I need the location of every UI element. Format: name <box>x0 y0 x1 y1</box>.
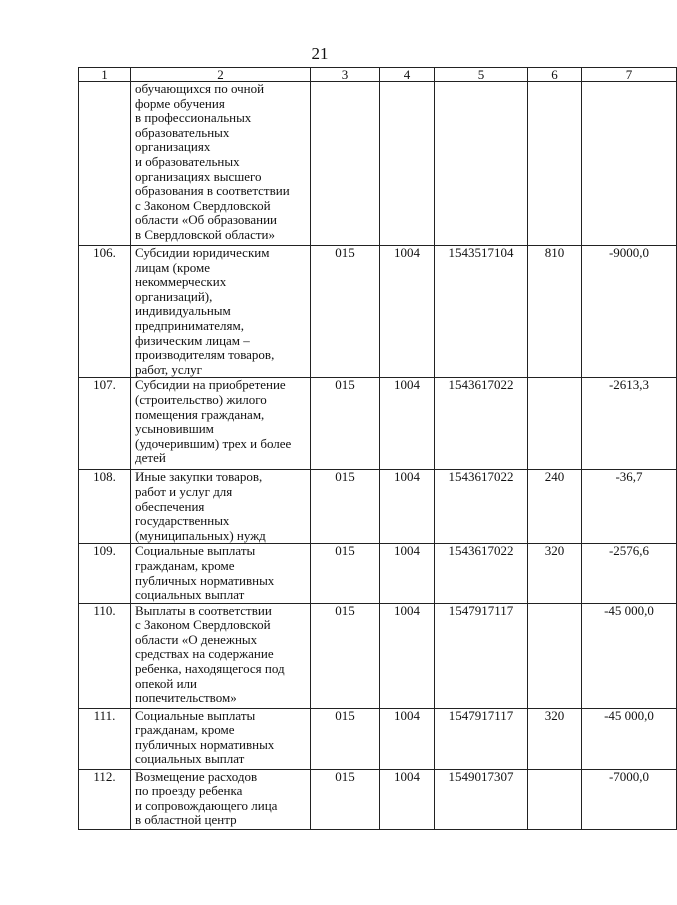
target-article-cell: 1543617022 <box>435 544 528 603</box>
row-name-line: Иные закупки товаров, <box>135 469 263 485</box>
row-name-line: усыновившим <box>135 421 214 437</box>
row-name-line: образовательных <box>135 124 230 140</box>
row-name-line: производителям товаров, <box>135 347 275 363</box>
row-name-line: попечительством» <box>135 690 237 706</box>
row-name-line: социальных выплат <box>135 587 245 603</box>
row-name-line: средствах на содержание <box>135 646 274 662</box>
row-name-line: публичных нормативных <box>135 736 275 752</box>
row-name-line: области «Об образовании <box>135 212 278 228</box>
row-name-line: детей <box>135 450 166 466</box>
row-name-line: организациях высшего <box>135 168 262 184</box>
row-name-cell <box>131 378 311 470</box>
row-name-line: Социальные выплаты <box>135 543 256 559</box>
row-name-line: Социальные выплаты <box>135 707 256 723</box>
target-article-cell: 1543617022 <box>435 378 528 470</box>
ministry-code-cell: 015 <box>311 708 380 769</box>
row-name-line: физическим лицам – <box>135 332 250 348</box>
row-number-cell: 106. <box>79 246 131 378</box>
row-name-line: помещения гражданам, <box>135 406 265 422</box>
row-name-line: (строительство) жилого <box>135 391 267 407</box>
row-name-cell <box>131 82 311 246</box>
ministry-code-cell <box>311 82 380 246</box>
amount-cell: -45 000,0 <box>582 603 677 708</box>
row-name-line: Субсидии юридическим <box>135 245 270 260</box>
expense-type-cell: 240 <box>528 470 582 544</box>
row-name-line: образования в соответствии <box>135 183 290 199</box>
row-name-line: работ, услуг <box>135 361 203 377</box>
row-name-cell <box>131 769 311 829</box>
row-name-line: лицам (кроме <box>135 259 211 275</box>
amount-cell: -36,7 <box>582 470 677 544</box>
column-header-4: 4 <box>380 68 435 82</box>
ministry-code-cell: 015 <box>311 246 380 378</box>
row-name-line: ребенка, находящегося под <box>135 661 285 677</box>
section-code-cell: 1004 <box>380 544 435 603</box>
column-header-1: 1 <box>79 68 131 82</box>
target-article-cell: 1543517104 <box>435 246 528 378</box>
expense-type-cell: 320 <box>528 544 582 603</box>
ministry-code-cell: 015 <box>311 544 380 603</box>
row-name-line: работ и услуг для <box>135 483 233 499</box>
row-name-line: опекой или <box>135 675 197 691</box>
amount-cell: -2576,6 <box>582 544 677 603</box>
row-name-line: Субсидии на приобретение <box>135 377 286 393</box>
row-name-line: Выплаты в соответствии <box>135 602 272 618</box>
table-row <box>79 603 677 708</box>
expense-type-cell: 320 <box>528 708 582 769</box>
row-name-cell <box>131 603 311 708</box>
target-article-cell: 1549017307 <box>435 769 528 829</box>
row-number-cell: 112. <box>79 769 131 829</box>
ministry-code-cell: 015 <box>311 470 380 544</box>
section-code-cell: 1004 <box>380 769 435 829</box>
row-name-line: социальных выплат <box>135 751 245 767</box>
row-number-cell: 111. <box>79 708 131 769</box>
section-code-cell: 1004 <box>380 470 435 544</box>
ministry-code-cell: 015 <box>311 378 380 470</box>
row-name-line: государственных <box>135 513 230 529</box>
table-row <box>79 708 677 769</box>
row-name-line: в областной центр <box>135 812 237 828</box>
row-name-line: гражданам, кроме <box>135 722 235 738</box>
target-article-cell: 1547917117 <box>435 603 528 708</box>
ministry-code-cell: 015 <box>311 769 380 829</box>
row-name-line: с Законом Свердловской <box>135 197 271 213</box>
row-name-line: и сопровождающего лица <box>135 797 278 813</box>
column-header-2: 2 <box>131 68 311 82</box>
row-name-line: форме обучения <box>135 95 225 111</box>
table-header-row <box>79 68 677 82</box>
column-header-3: 3 <box>311 68 380 82</box>
amount-cell: -45 000,0 <box>582 708 677 769</box>
expense-type-cell <box>528 82 582 246</box>
row-name-line: гражданам, кроме <box>135 557 235 573</box>
amount-cell: -9000,0 <box>582 246 677 378</box>
table-row <box>79 82 677 246</box>
column-header-7: 7 <box>582 68 677 82</box>
section-code-cell: 1004 <box>380 378 435 470</box>
row-name-line: в профессиональных <box>135 110 252 126</box>
section-code-cell: 1004 <box>380 246 435 378</box>
section-code-cell: 1004 <box>380 708 435 769</box>
expense-type-cell <box>528 378 582 470</box>
row-name-line: и образовательных <box>135 153 240 169</box>
row-name-line: Возмещение расходов <box>135 768 258 784</box>
row-name-line: (муниципальных) нужд <box>135 527 266 543</box>
expense-type-cell <box>528 769 582 829</box>
amount-cell <box>582 82 677 246</box>
column-header-6: 6 <box>528 68 582 82</box>
row-number-cell: 108. <box>79 470 131 544</box>
row-number-cell: 107. <box>79 378 131 470</box>
expense-type-cell: 810 <box>528 246 582 378</box>
amount-cell: -7000,0 <box>582 769 677 829</box>
row-name-line: организаций), <box>135 288 213 304</box>
row-number-cell: 110. <box>79 603 131 708</box>
row-number-cell: 109. <box>79 544 131 603</box>
row-name-cell <box>131 246 311 378</box>
row-name-cell <box>131 708 311 769</box>
row-name-line: публичных нормативных <box>135 572 275 588</box>
row-name-line: обеспечения <box>135 498 205 514</box>
target-article-cell <box>435 82 528 246</box>
row-name-line: в Свердловской области» <box>135 226 275 242</box>
table-row <box>79 544 677 603</box>
page-number: 21 <box>311 44 329 63</box>
row-name-line: обучающихся по очной <box>135 81 265 96</box>
table-row <box>79 246 677 378</box>
row-name-line: по проезду ребенка <box>135 783 243 799</box>
row-name-line: некоммерческих <box>135 274 227 290</box>
table-body <box>79 82 677 830</box>
row-name-cell <box>131 470 311 544</box>
table-row <box>79 378 677 470</box>
row-name-line: (удочерившим) трех и более <box>135 435 292 451</box>
section-code-cell <box>380 82 435 246</box>
target-article-cell: 1547917117 <box>435 708 528 769</box>
amount-cell: -2613,3 <box>582 378 677 470</box>
row-name-line: индивидуальным <box>135 303 231 319</box>
table-row <box>79 769 677 829</box>
row-name-line: организациях <box>135 139 211 155</box>
table-row <box>79 470 677 544</box>
row-number-cell <box>79 82 131 246</box>
expense-type-cell <box>528 603 582 708</box>
target-article-cell: 1543617022 <box>435 470 528 544</box>
row-name-line: с Законом Свердловской <box>135 617 271 633</box>
section-code-cell: 1004 <box>380 603 435 708</box>
row-name-line: области «О денежных <box>135 631 258 647</box>
row-name-cell <box>131 544 311 603</box>
ministry-code-cell: 015 <box>311 603 380 708</box>
column-header-5: 5 <box>435 68 528 82</box>
budget-table <box>78 67 677 830</box>
row-name-line: предпринимателям, <box>135 317 244 333</box>
